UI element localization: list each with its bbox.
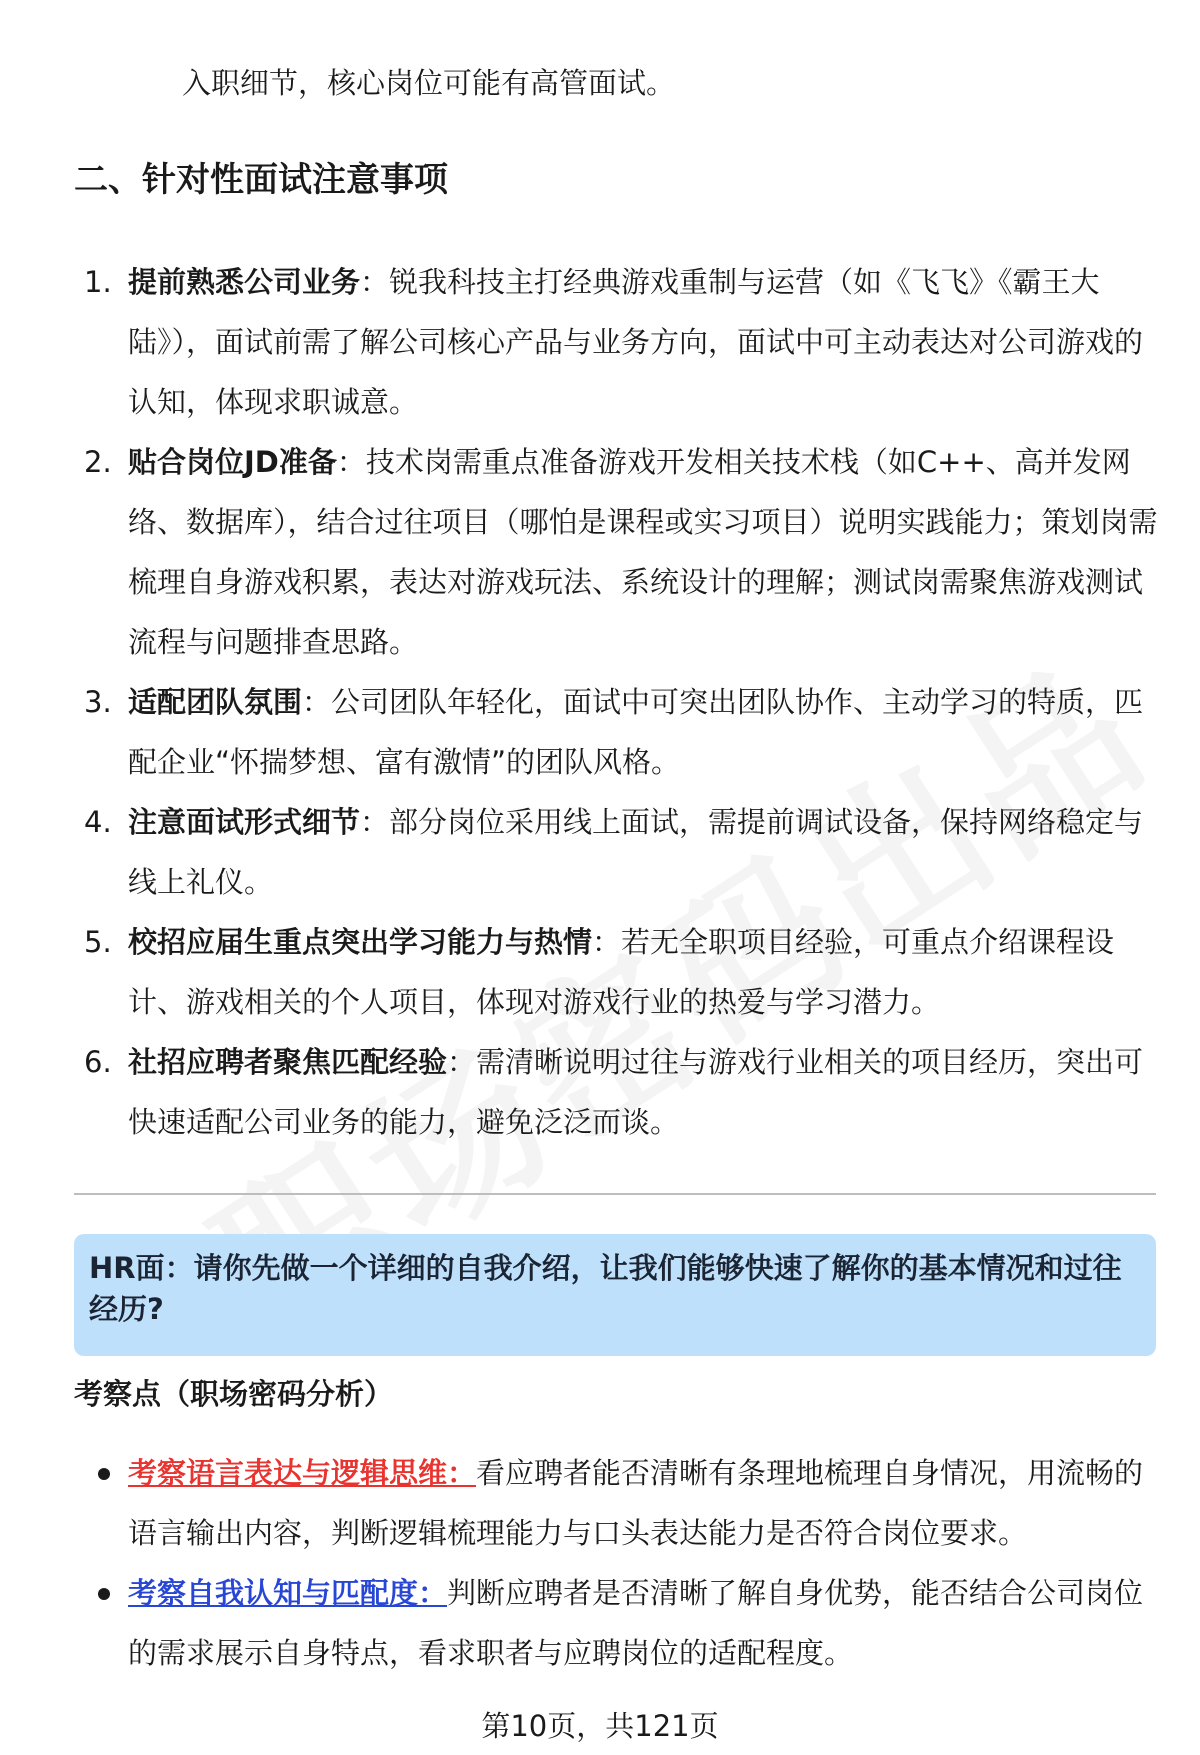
item-body: 若无全职项目经验，可重点介绍课程设计、游戏相关的个人项目，体现对游戏行业的热爱与学习潜力。 [128, 925, 1115, 1019]
item-separator: ： [447, 1045, 477, 1079]
item-body: 技术岗需重点准备游戏开发相关技术栈（如C++、高并发网络、数据库），结合过往项目（哪怕是课程或实习项目）说明实践能力；策划岗需梳理自身游戏积累，表达对游戏玩法、系统设计的理解；测试岗需聚焦游戏测试流程与问题排查思路。 [128, 445, 1158, 659]
list-item [74, 792, 1164, 912]
bullet-dot-icon [98, 1468, 110, 1480]
list-item [74, 1032, 1164, 1152]
item-number: 4. [84, 805, 112, 839]
list-item [74, 672, 1164, 792]
point-body: 判断应聘者是否清晰了解自身优势，能否结合公司岗位的需求展示自身特点，看求职者与应聘岗位的适配程度。 [128, 1576, 1144, 1670]
item-body: 部分岗位采用线上面试，需提前调试设备，保持网络稳定与线上礼仪。 [128, 805, 1144, 899]
analysis-heading: 考察点（职场密码分析） [74, 1377, 394, 1411]
point-lead: 考察语言表达与逻辑思维： [128, 1456, 477, 1490]
item-lead: 适配团队氛围 [128, 685, 303, 719]
continuation-text: 入职细节，核心岗位可能有高管面试。 [182, 66, 676, 100]
bullet-dot-icon [98, 1588, 110, 1600]
item-separator: ： [302, 685, 332, 719]
item-number: 6. [84, 1045, 112, 1079]
horizontal-divider [74, 1193, 1156, 1195]
item-lead: 注意面试形式细节 [128, 805, 361, 839]
item-number: 5. [84, 925, 112, 959]
item-body: 锐我科技主打经典游戏重制与运营（如《飞飞》《霸王大陆》），面试前需了解公司核心产品与业务方向，面试中可主动表达对公司游戏的认知，体现求职诚意。 [128, 265, 1144, 419]
point-lead: 考察自我认知与匹配度： [128, 1576, 448, 1610]
item-separator: ： [592, 925, 622, 959]
question-text: HR面：请你先做一个详细的自我介绍，让我们能够快速了解你的基本情况和过往经历? [89, 1251, 1122, 1326]
tips-list [74, 252, 1164, 1152]
list-item [74, 432, 1164, 672]
section-title: 二、针对性面试注意事项 [74, 160, 448, 200]
item-lead: 社招应聘者聚焦匹配经验 [128, 1045, 448, 1079]
item-separator: ： [360, 805, 390, 839]
item-lead: 贴合岗位JD准备 [128, 445, 337, 479]
analysis-points [74, 1443, 1164, 1683]
item-number: 1. [84, 265, 112, 299]
item-separator: ： [360, 265, 390, 299]
item-number: 3. [84, 685, 112, 719]
list-item [74, 1443, 1164, 1563]
item-body: 公司团队年轻化，面试中可突出团队协作、主动学习的特质，匹配企业“怀揣梦想、富有激情”的团队风格。 [128, 685, 1144, 779]
list-item [74, 912, 1164, 1032]
list-item [74, 252, 1164, 432]
item-body: 需清晰说明过往与游戏行业相关的项目经历，突出可快速适配公司业务的能力，避免泛泛而谈。 [128, 1045, 1144, 1139]
item-lead: 校招应届生重点突出学习能力与热情 [128, 925, 593, 959]
list-item [74, 1563, 1164, 1683]
item-number: 2. [84, 445, 112, 479]
point-body: 看应聘者能否清晰有条理地梳理自身情况，用流畅的语言输出内容，判断逻辑梳理能力与口头表达能力是否符合岗位要求。 [128, 1456, 1144, 1550]
question-callout [74, 1234, 1156, 1356]
item-separator: ： [336, 445, 366, 479]
page-footer: 第10页，共121页 [481, 1709, 719, 1743]
item-lead: 提前熟悉公司业务 [128, 265, 361, 299]
